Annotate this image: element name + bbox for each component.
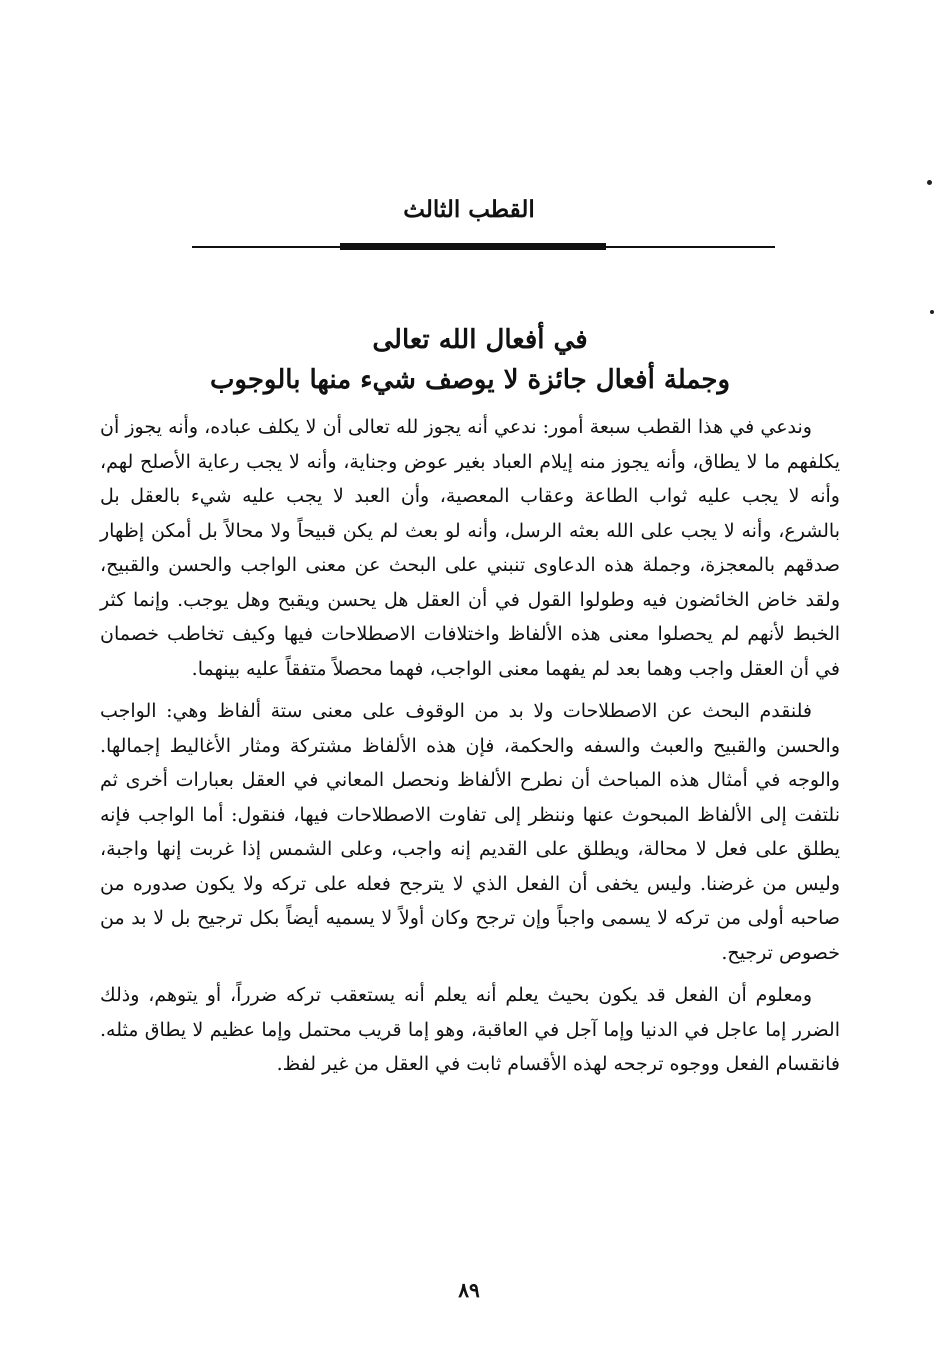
paragraph-3: ومعلوم أن الفعل قد يكون بحيث يعلم أنه يعلم أنه يستعقب تركه ضرراً، أو يتوهم، وذلك الضرر إما عاجل في الدنيا وإما آجل في العاقبة، وهو إما قريب محتمل وإما عظيم لا يطاق مثله. فانقسام الفعل ووجوه ترجحه لهذه الأقسام ثابت في العقل من غير لفظ. [100, 984, 840, 1075]
page-number: ٨٩ [458, 1278, 480, 1302]
scan-speck [927, 180, 932, 185]
paragraph-2: فلنقدم البحث عن الاصطلاحات ولا بد من الوقوف على معنى ستة ألفاظ وهي: الواجب والحسن والقبيح والعبث والسفه والحكمة، فإن هذه الألفاظ مشتركة ومثار الأغاليط إجمالها. والوجه في أمثال هذه المباحث أن نطرح الألفاظ ونحصل المعاني في العقل بعبارات أخرى ثم نلتفت إلى الألفاظ المبحوث عنها وننظر إلى تفاوت الاصطلاحات فيها، فنقول: أما الواجب فإنه يطلق على فعل لا محالة، ويطلق على القديم إنه واجب، وعلى الشمس إذا غربت إنها واجبة، وليس من غرضنا. وليس يخفى أن الفعل الذي لا يترجح فعله على تركه ولا يكون صدوره من صاحبه أولى من تركه لا يسمى واجباً وإن ترجح وكان أولاً لا يسميه أيضاً بكل ترجيح بل لا بد من خصوص ترجيح. [100, 700, 840, 964]
title-rule-thick [340, 243, 606, 250]
body-text [100, 410, 840, 1082]
chapter-title-line-1: في أفعال الله تعالى [372, 325, 588, 355]
chapter-title-line-2: وجملة أفعال جائزة لا يوصف شيء منها بالوجوب [209, 365, 731, 395]
scan-speck [930, 310, 934, 314]
paragraph-1: وندعي في هذا القطب سبعة أمور: ندعي أنه يجوز لله تعالى أن لا يكلف عباده، وأنه يجوز أن يكلفهم ما لا يطاق، وأنه يجوز منه إيلام العباد بغير عوض وجناية، وأنه لا يجب رعاية الأصلح لهم، وأنه لا يجب عليه ثواب الطاعة وعقاب المعصية، وأن العبد لا يجب عليه شيء بالعقل بل بالشرع، وأنه لا يجب على الله بعثه الرسل، وأنه لو بعث لم يكن قبيحاً ولا محالاً بل أمكن إظهار صدقهم بالمعجزة، وجملة هذه الدعاوى تنبني على البحث عن معنى الواجب والحسن والقبيح، ولقد خاض الخائضون فيه وطولوا القول في أن العقل هل يحسن ويقبح وهل يوجب. وإنما كثر الخبط لأنهم لم يحصلوا معنى هذه الألفاظ واختلافات الاصطلاحات فيها وكيف تخاطب خصمان في أن العقل واجب وهما بعد لم يفهما معنى الواجب، فهما محصلاً متفقاً عليه بينهما. [100, 416, 840, 680]
chapter-title [100, 320, 840, 400]
section-title: القطب الثالث [403, 196, 535, 223]
